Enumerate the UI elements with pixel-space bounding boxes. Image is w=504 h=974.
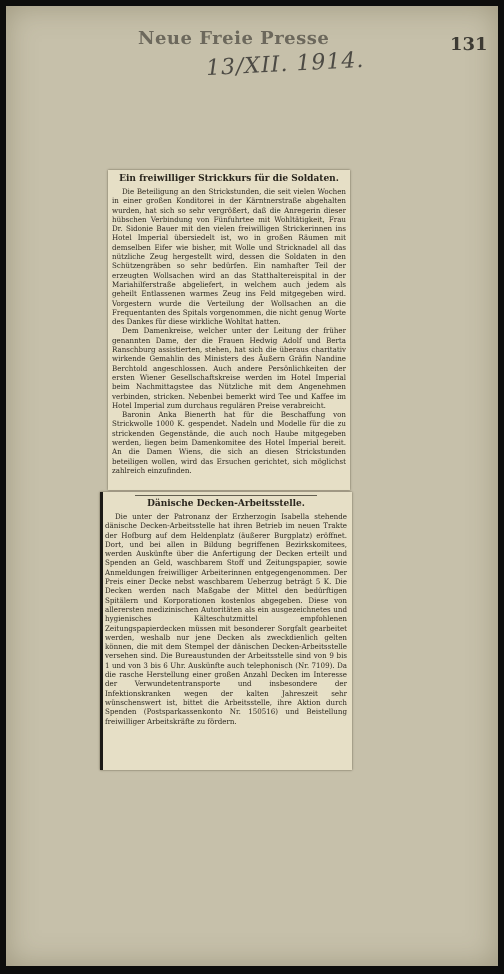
article-paragraph: Dem Damenkreise, welcher unter der Leitung der früher genannten Dame, der die Frauen Hedwig Adolf und Berta Ranschburg assistierten, stehen, hat sich die überaus charitativ wirkende Gemahlin des Ministers des Äußern Gräfin Nandine Berchtold angeschlossen. Auch andere Persönlichkeiten der ersten Wiener Gesellschaftskreise werden im Hotel Imperial beim Nachmittagstee das Nützliche mit dem Angenehmen verbinden, stricken. Nebenbei bemerkt wird Tee und Kaffee im Hotel Imperial zum durchaus regulären Preise verabreicht.	[112, 326, 346, 410]
clipping-strickkurs	[108, 170, 350, 490]
publication-stamp: Neue Freie Presse	[138, 28, 330, 49]
article-title: Dänische Decken-Arbeitsstelle.	[147, 499, 305, 509]
page-number: 131	[450, 34, 488, 55]
article-title: Ein freiwilliger Strickkurs für die Soldaten.	[119, 174, 339, 184]
handwritten-date: 13/XII. 1914.	[205, 47, 365, 82]
divider	[135, 495, 317, 496]
article-paragraph: Baronin Anka Bienerth hat für die Beschaffung von Strickwolle 1000 K. gespendet. Nadeln und Modelle für die zu strickenden Gegenstände, die auch noch Haube mitgegeben werden, liegen beim Damenkomitee des Hotel Imperial bereit. An die Damen Wiens, die sich an diesen Strickstunden beteiligen wollen, wird das Ersuchen gerichtet, sich möglichst zahlreich einzufinden.	[112, 410, 346, 475]
clipping-decken-arbeitsstelle	[100, 492, 352, 770]
article-paragraph: Die Beteiligung an den Strickstunden, die seit vielen Wochen in einer großen Konditorei in der Kärntnerstraße abgehalten wurden, hat sich so sehr vergrößert, daß die Anregerin dieser hübschen Verbindung von Fünfuhrtee mit Wohltätigkeit, Frau Dr. Sidonie Bauer mit den vielen freiwilligen Strickerinnen ins Hotel Imperial übersiedelt ist, wo in großen Räumen mit demselben Eifer wie bisher, mit Wolle und Stricknadel all das nützliche Zeug hergestellt wird, dessen die Soldaten in den Schützengräben so sehr bedürfen. Ein namhafter Teil der erzeugten Wollsachen wird an das Statthaltereispital in der Mariahilferstraße abgeliefert, in welchem auch jedem als geheilt Entlassenen warmes Zeug ins Feld mitgegeben wird. Vorgestern wurde die Verteilung der Wollsachen an die Frequentanten des Spitals vorgenommen, die nicht genug Worte des Dankes für diese wirkliche Wohltat hatten.	[112, 187, 346, 327]
article-paragraph: Die unter der Patronanz der Erzherzogin Isabella stehende dänische Decken-Arbeitsstelle hat ihren Betrieb im neuen Trakte der Hofburg auf dem Heldenplatz (äußerer Burgplatz) eröffnet. Dort, und bei allen in Bildung begriffenen Bezirkskomitees, werden Auskünfte über die Anfertigung der Decken erteilt und Spenden an Geld, waschbarem Stoff und Zeitungspapier, sowie Anmeldungen freiwilliger Arbeiterinnen entgegengenommen. Der Preis einer Decke nebst waschbarem Ueberzug beträgt 5 K. Die Decken werden nach Maßgabe der Mittel den bedürftigen Spitälern und Korporationen kostenlos abgegeben. Diese von allerersten medizinischen Autoritäten als ein ausgezeichnetes und hygienisches Kälteschutzmittel empfohlenen Zeitungspapierdecken müssen mit besonderer Sorgfalt gearbeitet werden, weshalb nur jene Decken als zweckdienlich gelten können, die mit dem Stempel der dänischen Decken-Arbeitsstelle versehen sind. Die Bureaustunden der Arbeitsstelle sind von 9 bis 1 und von 3 bis 6 Uhr. Auskünfte auch telephonisch (Nr. 7109). Da die rasche Herstellung einer großen Anzahl Decken im Interesse der Verwundetentransporte und insbesondere der Infektionskranken wegen der kalten Jahreszeit sehr wünschenswert ist, bittet die Arbeitsstelle, ihre Aktion durch Spenden (Postsparkassenkonto Nr. 150516) und Beistellung freiwilliger Arbeitskräfte zu fördern.	[105, 512, 347, 726]
